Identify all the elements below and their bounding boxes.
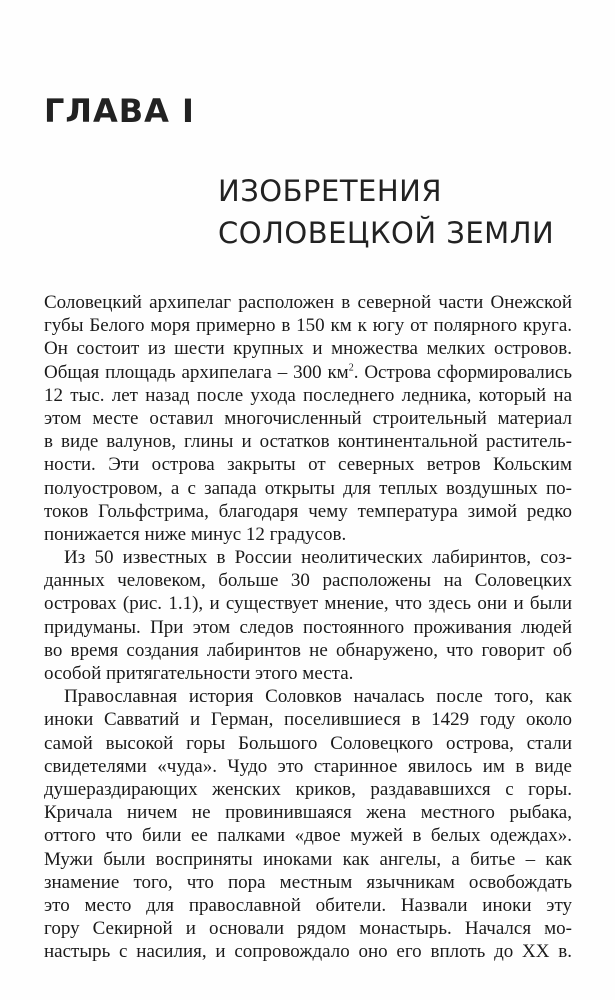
text-line	[44, 361, 572, 384]
chapter-title-line: ИЗОБРЕТЕНИЯ	[218, 174, 443, 208]
text-line: Кричала ничем не провинившаяся жена местного рыбака,	[44, 802, 572, 824]
text-line: это место для православной обители. Назвали иноки эту	[44, 894, 572, 916]
text-line: данных человеком, больше 30 расположены на Соловецких	[44, 570, 572, 592]
chapter-label: ГЛАВА I	[44, 92, 195, 130]
text-line: токов Гольфстрима, благодаря чему температура зимой редко	[44, 500, 572, 522]
text-line: понижается ниже минус 12 градусов.	[44, 523, 347, 545]
chapter-title-line: СОЛОВЕЦКОЙ ЗЕМЛИ	[218, 216, 555, 250]
text-segment: Общая площадь архипелага – 300 км	[44, 361, 349, 383]
text-line: Православная история Соловков началась после того, как	[64, 686, 572, 708]
text-line: оттого что били ее палками «двое мужей в белых одеждах».	[44, 825, 572, 847]
superscript: 2	[348, 362, 354, 374]
text-line: Он состоит из шести крупных и множества мелких островов.	[44, 338, 572, 360]
text-line: душераздирающих женских криков, раздававшихся с горы.	[44, 778, 572, 800]
text-line: особой притягательности этого места.	[44, 663, 354, 684]
text-line: придуманы. При этом следов постоянного проживания людей	[44, 616, 572, 638]
text-line: Соловецкий архипелаг расположен в северной части Онежской	[44, 292, 572, 313]
paragraph	[44, 291, 572, 546]
text-line: губы Белого моря примерно в 150 км к югу от полярного круга.	[44, 315, 572, 337]
text-line: самой высокой горы Большого Соловецкого острова, стали	[44, 732, 572, 754]
text-line: 12 тыс. лет назад после ухода последнего ледника, который на	[44, 384, 572, 406]
text-segment: . Острова сформировались	[353, 361, 572, 383]
chapter-title	[218, 170, 554, 254]
text-line: ности. Эти острова закрыты от северных ветров Кольским	[44, 454, 572, 476]
text-line: гору Секирной и основали рядом монастырь. Начался мо-	[44, 918, 572, 940]
text-line: во время создания лабиринтов не обнаружено, что говорит об	[44, 639, 572, 661]
text-line: полуостровом, а с запада открыты для теплых воздушных по-	[44, 477, 572, 499]
paragraph	[44, 685, 572, 963]
text-line: Из 50 известных в России неолитических лабиринтов, соз-	[64, 547, 572, 569]
text-line: Мужи были восприняты иноками как ангелы, а битье – как	[44, 848, 572, 870]
paragraph	[44, 546, 572, 685]
text-line: свидетелями «чуда». Чудо это старинное явилось им в виде	[44, 755, 572, 777]
text-line: знамение того, что пора местным язычникам освобождать	[44, 871, 572, 893]
body-text	[44, 291, 572, 963]
text-line: иноки Савватий и Герман, поселившиеся в 1429 году около	[44, 709, 572, 731]
text-line: этом месте оставил многочисленный строительный материал	[44, 407, 572, 429]
text-line: настырь с насилия, и сопровождало оно его вплоть до XX в.	[44, 941, 572, 963]
text-line: в виде валунов, глины и остатков континентальной раститель-	[44, 431, 572, 453]
text-line: островах (рис. 1.1), и существует мнение, что здесь они и были	[44, 593, 572, 615]
